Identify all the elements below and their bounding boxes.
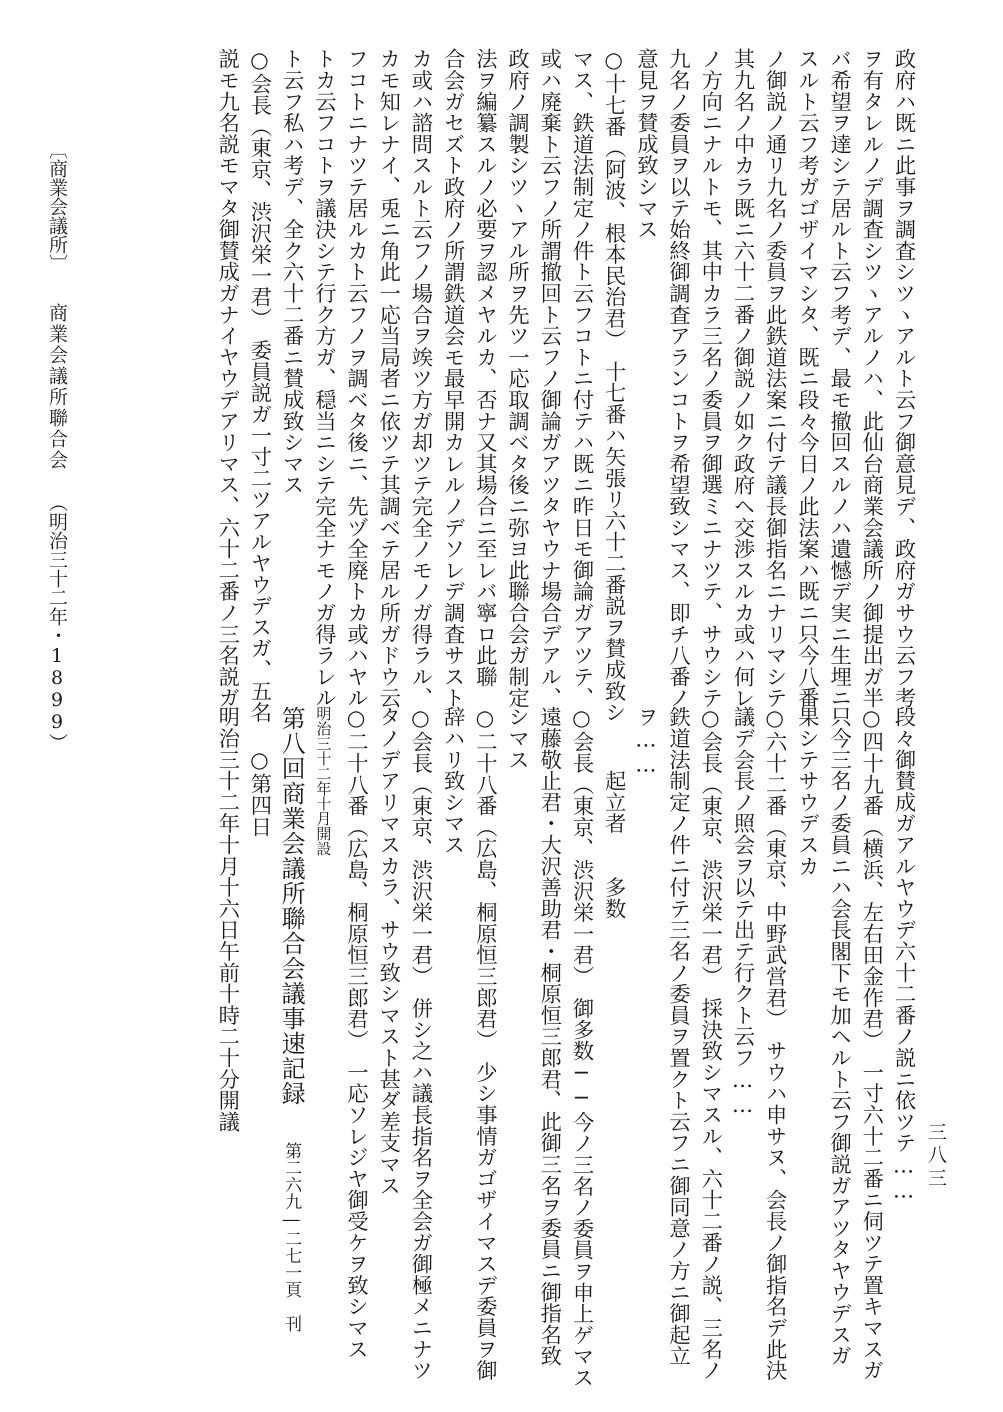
text-column: 段々御賛成ガアルヤウデ六十二番ノ説ニ依ツテ…… <box>891 706 916 1204</box>
text-column: ○会長（東京、渋沢栄一君） 御多数──今ノ三名ノ委員ヲ申上ゲマス <box>568 706 594 1389</box>
text-column: 或ハ廃棄ト云フノ所謂撤回ト云フノ御論ガアツタヤウナ場合デアル、 <box>536 48 562 709</box>
text-column: 説モ九名説モマタ御賛成ガナイヤウデアリマス、六十二番ノ三名説ガ <box>214 48 240 709</box>
text-column: シマス <box>504 706 530 770</box>
text-column: ○会長（東京、渋沢栄一君） 委員説ガ一寸二ツアルヤウデスガ、五名 <box>246 48 272 723</box>
text-column: 法ヲ編纂スルノ必要ヲ認メヤルカ、否ナ又其場合ニ至レバ寧ロ此聯 <box>472 48 498 687</box>
text-column: 其九名ノ中カラ既ニ六十二番ノ御説ノ如ク政府ヘ交渉スルカ或ハ何レ <box>729 48 755 709</box>
text-column: ○六十二番（東京、中野武営君） サウハ申サヌ、会長ノ御指名デ此決 <box>762 706 788 1381</box>
text-column: ○会長（東京、渋沢栄一君） 併シ之ハ議長指名ヲ全会ガ御極メニナツ <box>407 706 433 1381</box>
text-column: フコトニナツテ居ルカト云フノヲ調ベタ後ニ、先ヅ全廃トカ或ハヤル <box>343 48 369 709</box>
text-column: 議デ会長ノ照会ヲ以テ出テ行クト云フ…… <box>729 706 755 1119</box>
text-column: トカ云フコトヲ議決シテ行ク方ガ、穏当ニシテ完全ナモノガ得ラレル <box>311 48 337 709</box>
text-column: 辞ハリ致シマス <box>440 706 466 856</box>
text-column: マス、鉄道法制定ノ件ト云フコトニ付テハ既ニ昨日モ御論ガアツテ、 <box>568 48 594 709</box>
text-column: ○四十九番（横浜、左右田金作君） 一寸六十二番ニ伺ツテ置キマスガ <box>858 706 884 1381</box>
text-column: カ或ハ諮問スルト云フノ場合ヲ竢ツ方ガ却ツテ完全ノモノガ得ラル、 <box>407 48 433 709</box>
text-column: ○十七番（阿波、根本民治君） 十七番ハ矢張リ六十二番説ヲ賛成致シ <box>601 48 627 723</box>
text-column: スルト云フ考ガゴザイマシタ、既ニ段々今日ノ此法案ハ既ニ只今八番 <box>794 48 820 709</box>
session-title: 第八回商業会議所聯合会議事速記録 <box>277 706 306 1106</box>
text-column: 遠藤敬止君・大沢善助君・桐原恒三郎君、此御三名ヲ委員ニ御指名致 <box>536 706 562 1367</box>
session-day: ○第四日 <box>246 748 272 837</box>
text-column: タノデアリマスカラ、サウ致シマスト甚ダ差支マス <box>375 706 401 1196</box>
page-number: 三八三 <box>925 1122 947 1191</box>
running-header <box>36 140 72 752</box>
text-column: ヲ有タレルノデ調査シツヽアルノハ、此仙台商業会議所ノ御提出ガ半 <box>858 48 884 709</box>
session-title-column <box>275 706 307 1332</box>
session-held-date: 明治三十二年十月開設 <box>314 706 333 856</box>
text-column: ト云フ私ハ考デ、全ク六十二番ニ賛成致シマス <box>279 48 305 496</box>
text-column: ノ御説ノ通リ九名ノ委員ヲ此鉄道法案ニ付テ議長御指名ニナリマシテ <box>762 48 788 709</box>
lower-text-block <box>19 706 919 1389</box>
session-opening: 明治三十二年十月十六日午前十時二十分開議 <box>214 706 240 1132</box>
text-column: 鉄道法制定ノ件ニ付テ三名ノ委員ヲ置クト云フニ御同意ノ方ニ御起立 <box>665 706 691 1367</box>
running-header-section: 〔商業会議所〕 <box>46 140 68 273</box>
running-header-year: （明治三十二年・1899） <box>46 493 68 752</box>
text-column: ○二十八番（広島、桐原恒三郎君） 少シ事情ガゴザイマスデ委員ヲ御 <box>472 706 498 1381</box>
text-column: 意見ヲ賛成致シマス <box>633 48 659 240</box>
text-column: バ希望ヲ達シテ居ルト云フ考デ、最モ撤回スルノハ遺憾デ実ニ生埋ニ <box>826 48 852 709</box>
text-column: 政府ハ既ニ此事ヲ調査シツヽアルト云フ御意見デ、政府ガサウ云フ考 <box>891 48 916 709</box>
text-column: 果シテサウデスカ <box>794 706 820 877</box>
text-column: ノ方向ニナルトモ、其中カラ三名ノ委員ヲ御選ミニナツテ、サウシテ <box>697 48 723 709</box>
text-column: 只今三名ノ委員ニハ会長閣下モ加ヘルト云フ御説ガアツタヤウデスガ <box>826 706 852 1367</box>
running-header-organization: 商業会議所聯合会 <box>46 303 68 471</box>
source-pages: 第二六九―二七一頁 刊 <box>281 1142 302 1332</box>
text-column: ヲ…… <box>633 706 659 778</box>
text-column: ○二十八番（広島、桐原恒三郎君） 一応ソレジヤ御受ケヲ致シマス <box>343 706 369 1360</box>
text-column: 政府ノ調製シツヽアル所ヲ先ツ一応取調ベタ後ニ弥ヨ此聯合会ガ制定 <box>504 48 530 709</box>
text-column: 起立者 多数 <box>601 706 627 919</box>
upper-text-block <box>19 48 919 723</box>
text-column: 合会ガセズト政府ノ所謂鉄道会モ最早開カレルノデソレデ調査サスト <box>440 48 466 709</box>
text-column: ○会長（東京、渋沢栄一君） 採決致シマスル、六十二番ノ説、三名ノ <box>697 706 723 1381</box>
text-column: カモ知レナイ、兎ニ角此一応当局者ニ依ツテ其調ベテ居ル所ガドウ云 <box>375 48 401 709</box>
text-column: 九名ノ委員ヲ以テ始終御調査アランコトヲ希望致シマス、即チ八番ノ <box>665 48 691 709</box>
